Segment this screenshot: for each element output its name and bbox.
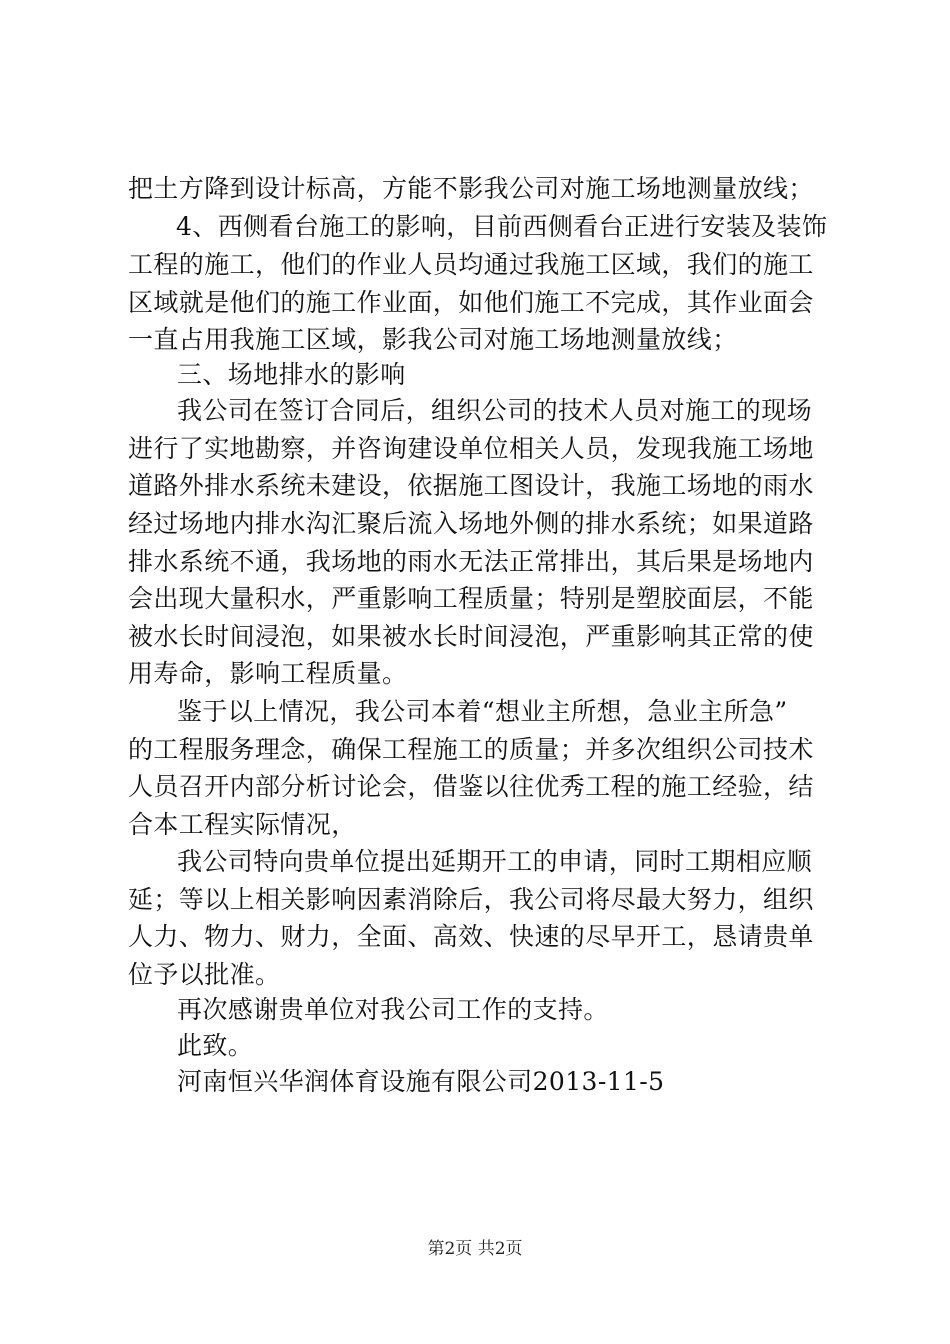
text-line: 把土方降到设计标高，方能不影我公司对施工场地测量放线； [128,174,814,203]
text-line: 会出现大量积水，严重影响工程质量；特别是塑胶面层，不能 [128,584,814,613]
section-heading: 三、场地排水的影响 [177,360,406,389]
text-line: 排水系统不通，我场地的雨水无法正常排出，其后果是场地内 [128,547,814,576]
text-line: 道路外排水系统未建设，依据施工图设计，我施工场地的雨水 [128,471,814,500]
text-line: 合本工程实际情况， [128,810,357,839]
text-line: 进行了实地勘察，并咨询建设单位相关人员，发现我施工场地 [128,434,814,463]
text-line: 用寿命，影响工程质量。 [128,659,408,688]
text-line: 被水长时间浸泡，如果被水长时间浸泡，严重影响其正常的使 [128,622,814,651]
text-line: 位予以批准。 [128,960,281,989]
closing-salutation: 此致。 [177,1031,254,1060]
text-line: 人力、物力、财力，全面、高效、快速的尽早开工，恳请贵单 [128,922,814,951]
text-line: 的工程服务理念，确保工程施工的质量；并多次组织公司技术 [128,735,814,764]
page-number: 第2页 共2页 [427,1239,523,1259]
text-line: 区域就是他们的施工作业面，如他们施工不完成，其作业面会 [128,288,814,317]
text-line: 再次感谢贵单位对我公司工作的支持。 [177,995,609,1024]
text-line: 一直占用我施工区域，影我公司对施工场地测量放线； [128,325,738,354]
text-line: 工程的施工，他们的作业人员均通过我施工区域，我们的施工 [128,250,814,279]
text-line: 4、西侧看台施工的影响，目前西侧看台正进行安装及装饰 [176,212,828,241]
text-line: 经过场地内排水沟汇聚后流入场地外侧的排水系统；如果道路 [128,509,814,538]
text-line: 我公司在签订合同后，组织公司的技术人员对施工的现场 [177,396,813,425]
text-line: 我公司特向贵单位提出延期开工的申请，同时工期相应顺 [177,847,813,876]
text-line: 人员召开内部分析讨论会，借鉴以往优秀工程的施工经验，结 [128,772,814,801]
signature-line: 河南恒兴华润体育设施有限公司2013-11-5 [177,1067,665,1096]
text-line: 鉴于以上情况，我公司本着“想业主所想，急业主所急” [177,697,788,726]
text-line: 延；等以上相关影响因素消除后，我公司将尽最大努力，组织 [128,885,814,914]
